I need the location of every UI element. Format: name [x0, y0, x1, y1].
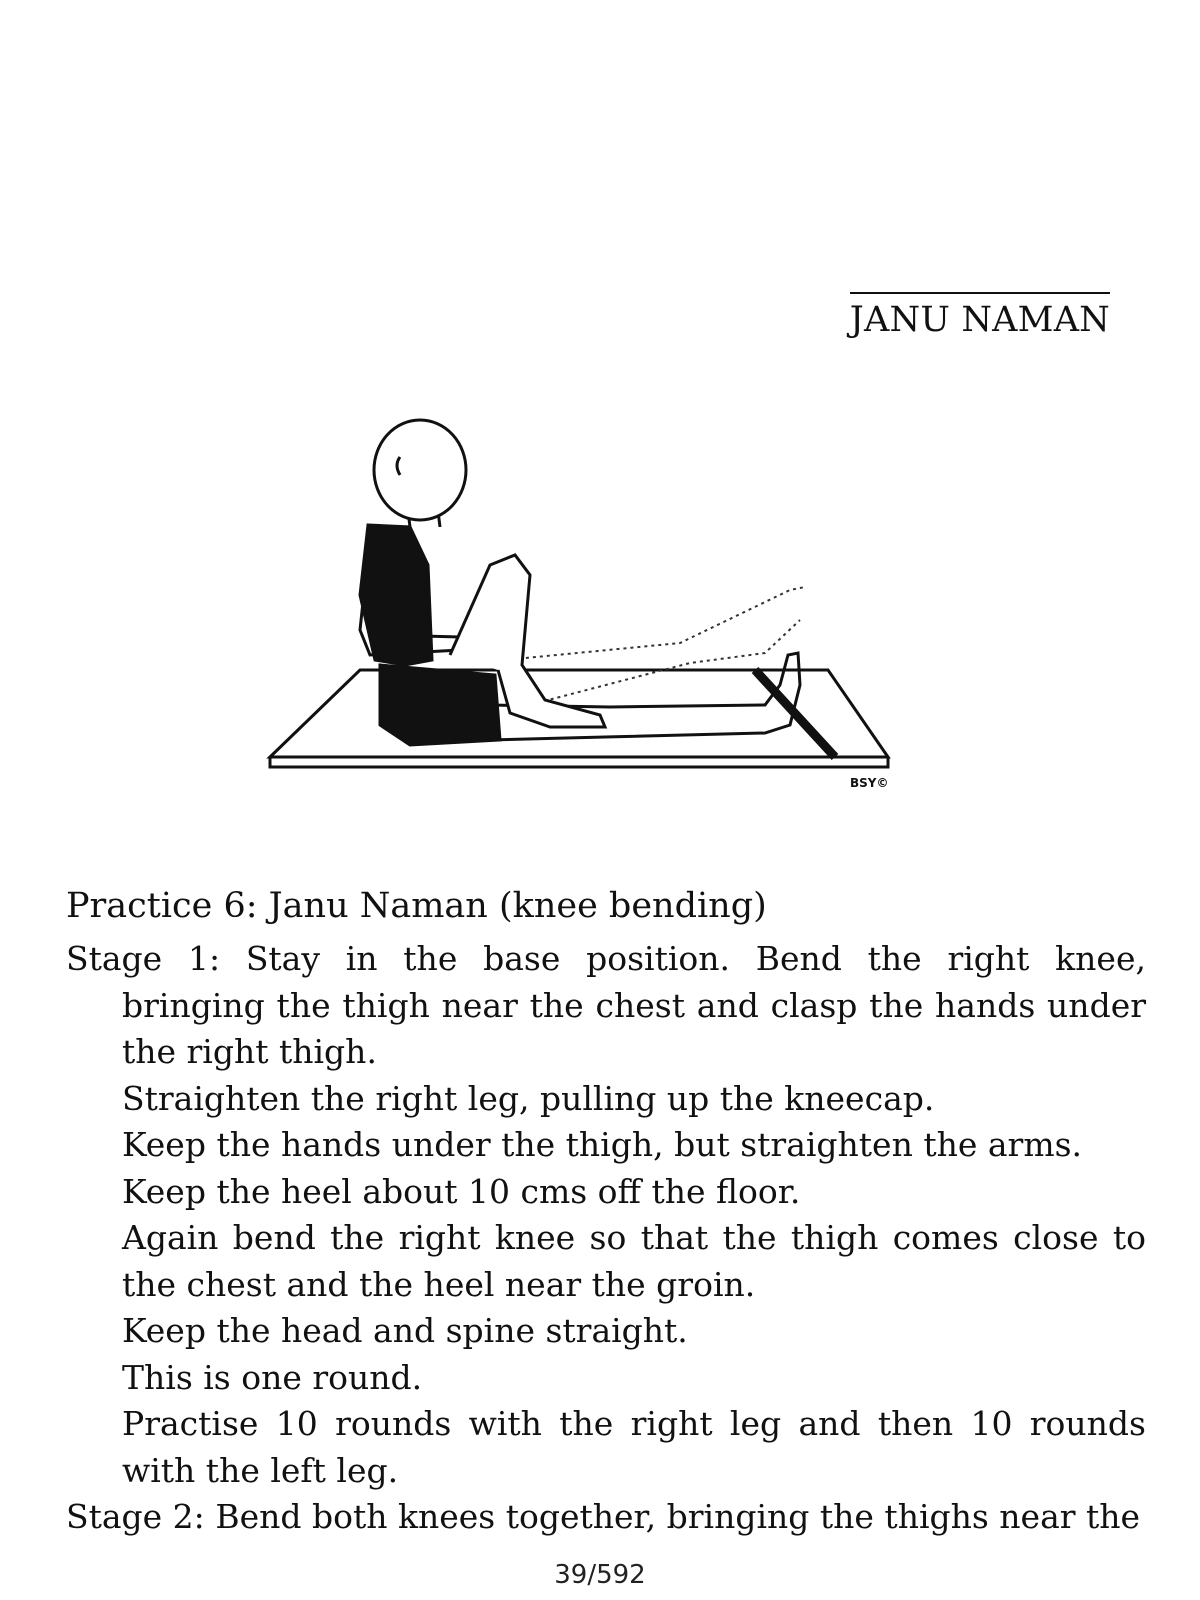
figure-body — [360, 420, 605, 745]
section-title: JANU NAMAN — [850, 292, 1110, 340]
stage-1-line: Keep the heel about 10 cms off the floor. — [122, 1171, 801, 1211]
stage-1-intro: Stay in the base position. Bend the right knee, bringing the thigh near the chest and clasp the hands under the right thigh. — [122, 939, 1146, 1071]
dotted-leg-outline — [505, 587, 805, 710]
page-indicator: 39/592 — [554, 1560, 646, 1590]
practice-title: Practice 6: Janu Naman (knee bending) — [66, 886, 767, 926]
illustration-svg — [260, 415, 920, 835]
stage-1-line: Again bend the right knee so that the thigh comes close to the chest and the heel near the groin. — [122, 1218, 1146, 1304]
stage-1-line: This is one round. — [122, 1357, 423, 1397]
stage-2-intro: Bend both knees together, bringing the thighs near the — [215, 1497, 1141, 1536]
stage-2-label: Stage 2: — [66, 1497, 205, 1536]
janu-naman-illustration — [260, 415, 920, 835]
stage-1-label: Stage 1: — [66, 939, 221, 978]
stage-1-line: Keep the head and spine straight. — [122, 1311, 688, 1350]
stage-1 — [66, 936, 1146, 1494]
stage-2 — [66, 1494, 1146, 1541]
stage-1-line: Keep the hands under the thigh, but straighten the arms. — [122, 1125, 1083, 1164]
stage-1-line: Practise 10 rounds with the right leg and then 10 rounds with the left leg. — [122, 1404, 1146, 1490]
practice-text — [66, 882, 1146, 1541]
stage-1-line: Straighten the right leg, pulling up the kneecap. — [122, 1078, 935, 1118]
figure-credit: BSY© — [850, 776, 889, 790]
